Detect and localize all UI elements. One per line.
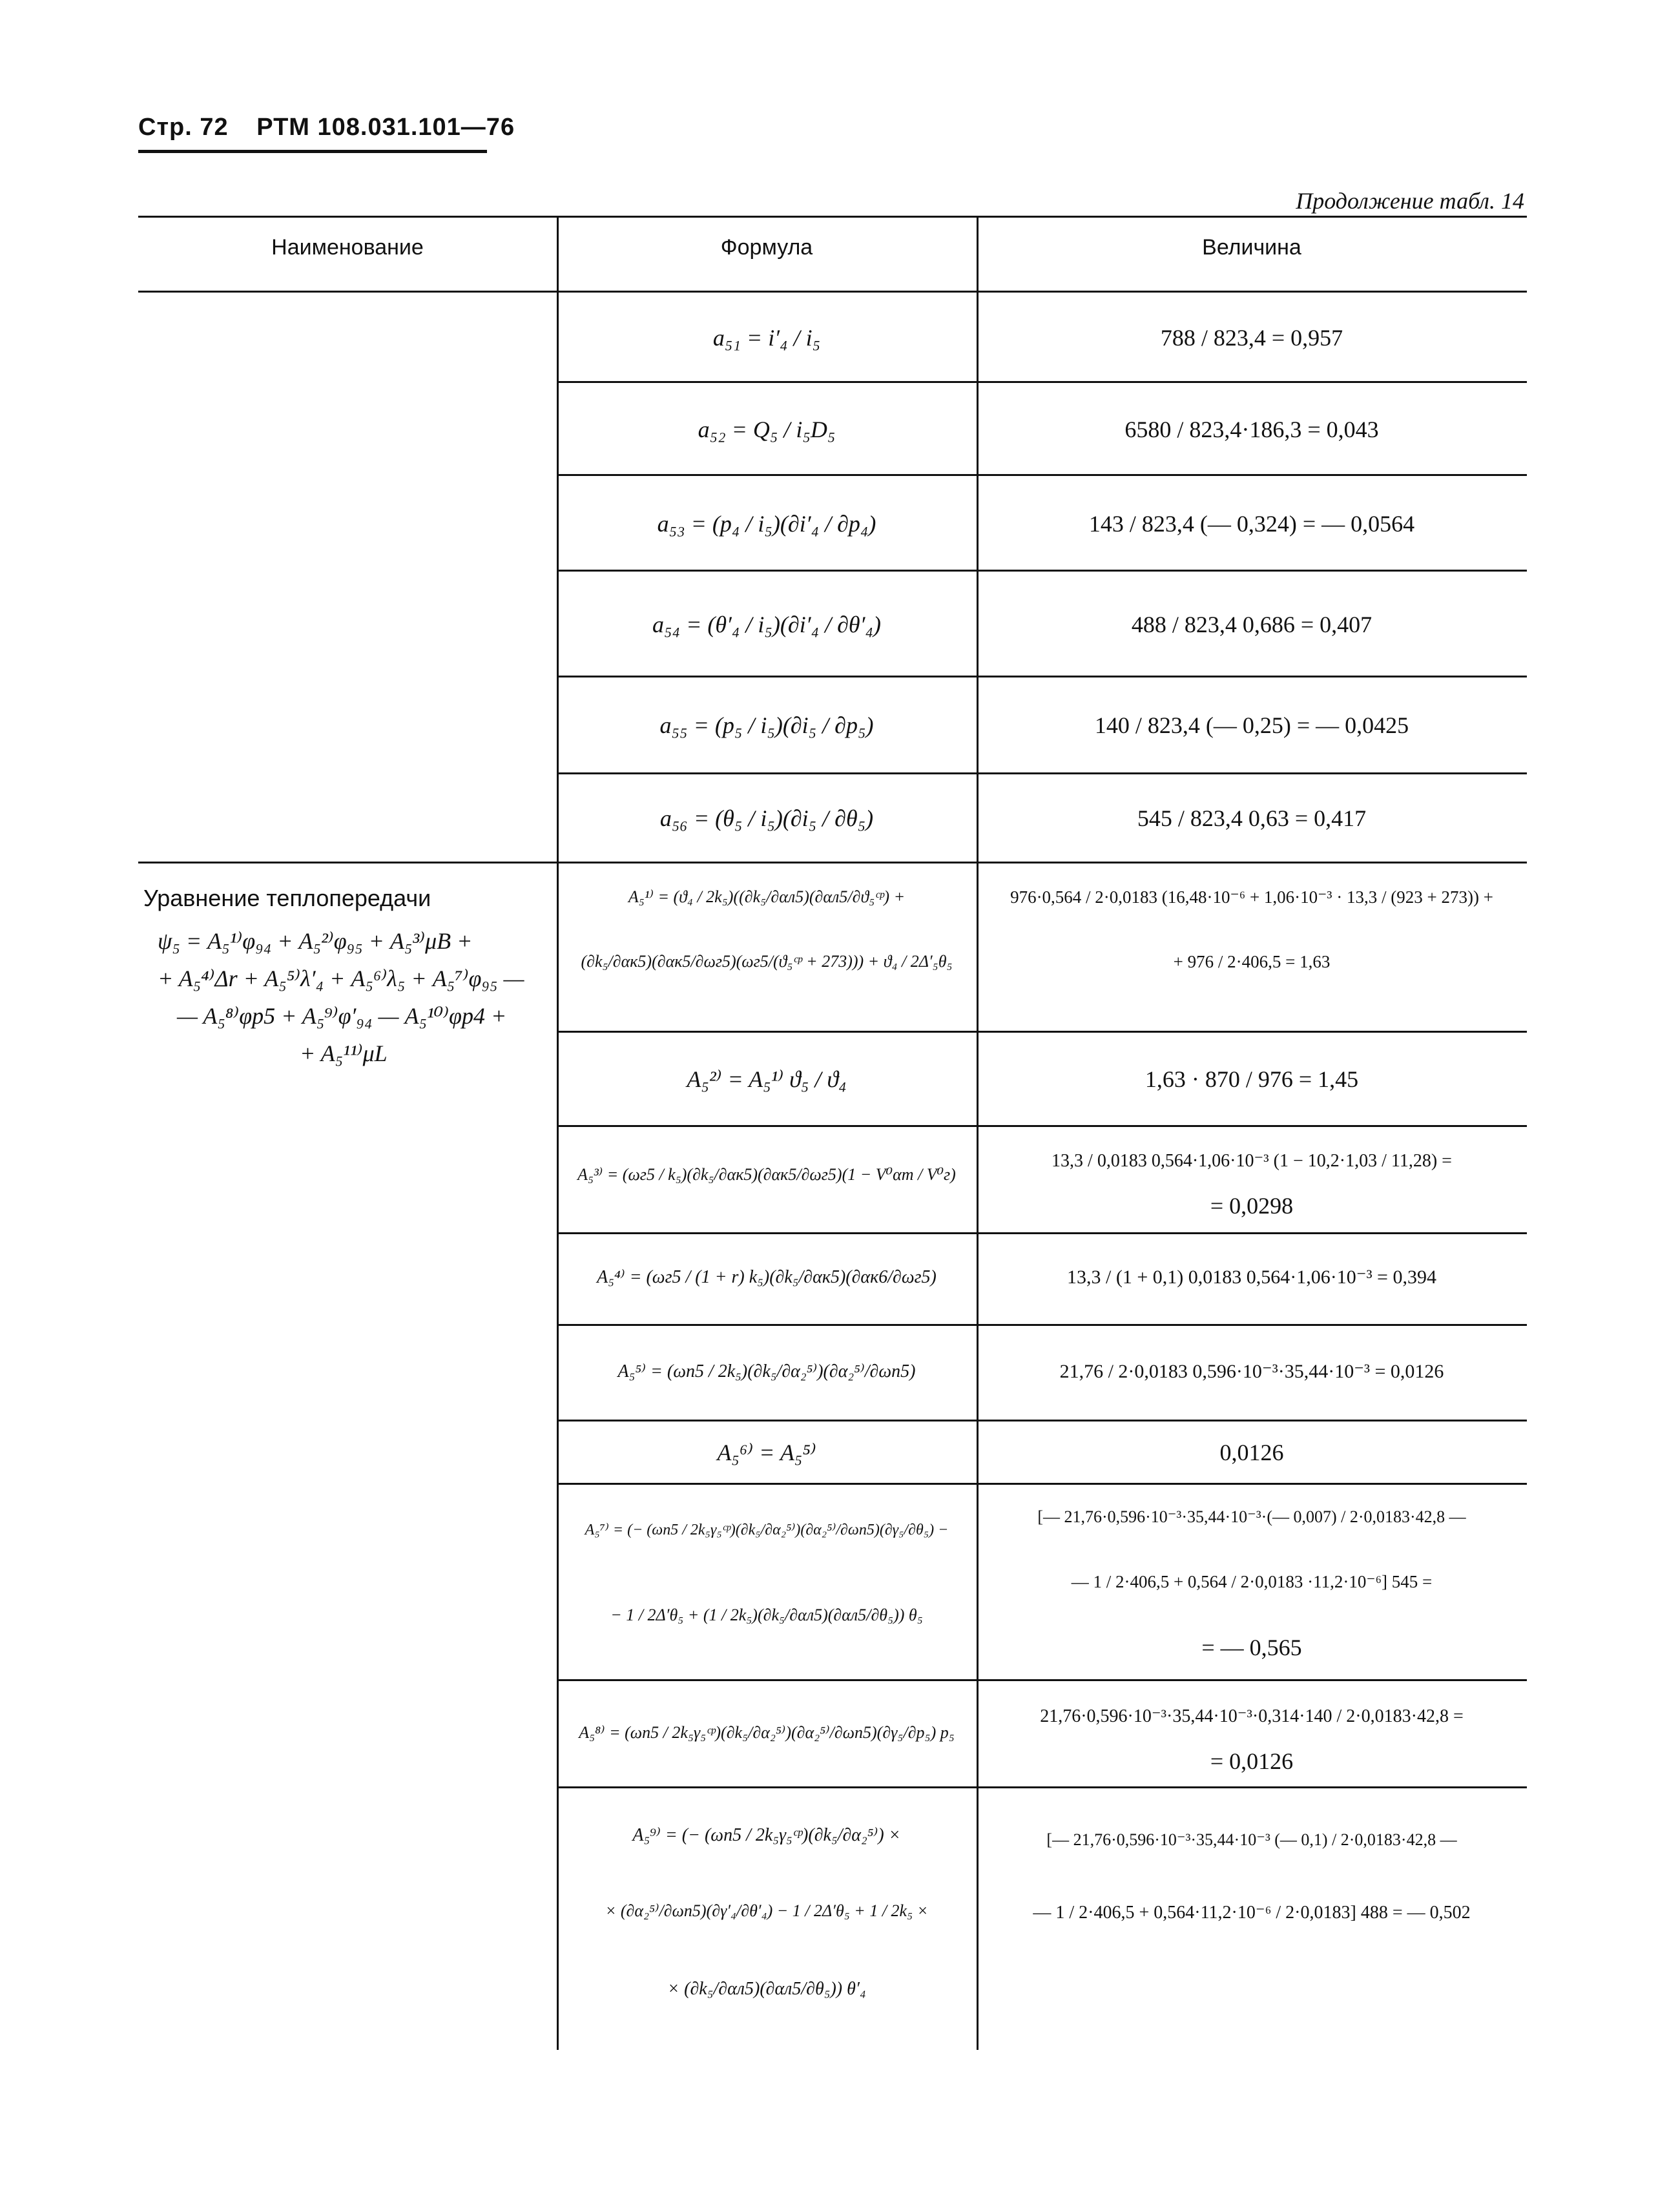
formula-a51: a₅₁ = i′₄ / i₅ [712,325,821,351]
equation-line: + A₅⁴⁾Δr + A₅⁵⁾λ′₄ + A₅⁶⁾λ₅ + A₅⁷⁾φ₉₅ — [158,966,524,991]
document-code: РТМ 108.031.101—76 [256,114,515,141]
formula-A1-line2: (∂k₅/∂αк5)(∂αк5/∂ωг5)(ωг5/(ϑ₅ᶜᵖ + 273))) + ϑ₄ / 2Δ′₅θ₅ [581,952,953,971]
value-a53: 143 / 823,4 (— 0,324) = — 0,0564 [1088,511,1415,537]
column-header-formula: Формула [720,235,813,260]
value-A7-line3: = — 0,565 [1201,1635,1302,1660]
value-A8-line1: 21,76·0,596·10⁻³·35,44·10⁻³·0,314·140 / 2·0,0183·42,8 = [1040,1706,1464,1726]
formula-a52: a₅₂ = Q₅ / i₅D₅ [698,417,836,442]
row-rule [557,772,1527,774]
formula-a53: a₅₃ = (p₄ / i₅)(∂i′₄ / ∂p₄) [657,511,876,537]
formula-a55: a₅₅ = (p₅ / i₅)(∂i₅ / ∂p₅) [659,712,874,738]
value-A9-line1: [— 21,76·0,596·10⁻³·35,44·10⁻³ (— 0,1) / 2·0,0183·42,8 — [1046,1830,1457,1849]
row-rule [557,1031,1527,1033]
table-14 [138,216,1527,2050]
formula-A8: A₅⁸⁾ = (ωп5 / 2k₅γ₅ᶜᵖ)(∂k₅/∂α₂⁵⁾)(∂α₂⁵⁾/∂ωп5)(∂γ₅/∂p₅) p₅ [579,1723,955,1742]
formula-A3: A₅³⁾ = (ωг5 / k₅)(∂k₅/∂αк5)(∂αк5/∂ωг5)(1 − V⁰αт / V⁰г) [577,1165,956,1184]
value-A5: 21,76 / 2·0,0183 0,596·10⁻³·35,44·10⁻³ = 0,0126 [1059,1361,1444,1382]
formula-A9-line1: A₅⁹⁾ = (− (ωп5 / 2k₅γ₅ᶜᵖ)(∂k₅/∂α₂⁵⁾) × [632,1825,901,1845]
table-header-rule [138,291,1527,293]
row-rule [557,474,1527,476]
equation-line: + A₅¹¹⁾μL [300,1040,388,1066]
row-rule [557,676,1527,677]
row-rule [557,570,1527,572]
column-header-name: Наименование [271,235,424,260]
row-rule [557,1420,1527,1421]
value-A6: 0,0126 [1219,1440,1284,1465]
formula-A5: A₅⁵⁾ = (ωп5 / 2k₅)(∂k₅/∂α₂⁵⁾)(∂α₂⁵⁾/∂ωп5) [617,1361,916,1381]
equation-title: Уравнение теплопередачи [143,885,431,911]
formula-a54: a₅₄ = (θ′₄ / i₅)(∂i′₄ / ∂θ′₄) [652,612,881,637]
value-a52: 6580 / 823,4·186,3 = 0,043 [1124,417,1379,442]
value-A3-line1: 13,3 / 0,0183 0,564·1,06·10⁻³ (1 − 10,2·1,03 / 11,28) = [1051,1151,1452,1171]
formula-A9-line2: × (∂α₂⁵⁾/∂ωп5)(∂γ′₄/∂θ′₄) − 1 / 2Δ′θ₅ + 1 / 2k₅ × [605,1901,929,1920]
formula-A1-line1: A₅¹⁾ = (ϑ₄ / 2k₅)((∂k₅/∂αл5)(∂αл5/∂ϑ₅ᶜᵖ) + [628,887,906,906]
value-A4: 13,3 / (1 + 0,1) 0,0183 0,564·1,06·10⁻³ = 0,394 [1067,1266,1436,1288]
equation-line: ψ₅ = A₅¹⁾φ₉₄ + A₅²⁾φ₉₅ + A₅³⁾μB + [158,928,473,954]
row-rule [557,1125,1527,1127]
row-rule [557,1232,1527,1234]
value-a54: 488 / 823,4 0,686 = 0,407 [1131,612,1372,637]
row-rule [557,1324,1527,1326]
value-a56: 545 / 823,4 0,63 = 0,417 [1137,805,1367,831]
row-rule [557,1786,1527,1788]
row-rule [557,381,1527,383]
formula-A7-line1: A₅⁷⁾ = (− (ωп5 / 2k₅γ₅ᶜᵖ)(∂k₅/∂α₂⁵⁾)(∂α₂⁵⁾/∂ωп5)(∂γ₅/∂θ₅) − [585,1522,949,1538]
value-a55: 140 / 823,4 (— 0,25) = — 0,0425 [1094,712,1409,738]
formula-A6: A₅⁶⁾ = A₅⁵⁾ [717,1440,816,1465]
value-A1-line2: + 976 / 2·406,5 = 1,63 [1173,952,1331,971]
table-top-rule [138,216,1527,218]
value-A1-line1: 976·0,564 / 2·0,0183 (16,48·10⁻⁶ + 1,06·10⁻³ · 13,3 / (923 + 273)) + [1010,887,1493,907]
value-A2: 1,63 · 870 / 976 = 1,45 [1145,1066,1359,1092]
equation-line: — A₅⁸⁾φp5 + A₅⁹⁾φ′₉₄ — A₅¹⁰⁾φp4 + [177,1003,507,1029]
column-divider [977,216,979,2050]
page-header [138,114,535,141]
table-continuation: Продолжение табл. 14 [1296,188,1524,214]
formula-A7-line2: − 1 / 2Δ′θ₅ + (1 / 2k₅)(∂k₅/∂αл5)(∂αл5/∂θ₅)) θ₅ [610,1606,923,1624]
page-number: Стр. 72 [138,114,229,141]
value-A7-line1: [— 21,76·0,596·10⁻³·35,44·10⁻³·(— 0,007) / 2·0,0183·42,8 — [1037,1507,1466,1526]
formula-a56: a₅₆ = (θ₅ / i₅)(∂i₅ / ∂θ₅) [659,805,874,831]
value-a51: 788 / 823,4 = 0,957 [1160,325,1343,351]
column-divider [557,216,559,2050]
formula-A2: A₅²⁾ = A₅¹⁾ ϑ₅ / ϑ₄ [687,1066,847,1092]
value-A7-line2: — 1 / 2·406,5 + 0,564 / 2·0,0183 ·11,2·10⁻⁶] 545 = [1071,1572,1433,1591]
column-header-value: Величина [1202,235,1301,260]
value-A8-line2: = 0,0126 [1210,1748,1294,1774]
value-A3-line2: = 0,0298 [1210,1193,1294,1219]
row-rule [557,1483,1527,1485]
row-rule [557,1679,1527,1681]
formula-A9-line3: × (∂k₅/∂αл5)(∂αл5/∂θ₅)) θ′₄ [667,1979,866,1999]
formula-A4: A₅⁴⁾ = (ωг5 / (1 + r) k₅)(∂k₅/∂αк5)(∂αк6/∂ωг5) [597,1267,937,1287]
value-A9-line2: — 1 / 2·406,5 + 0,564·11,2·10⁻⁶ / 2·0,0183] 488 = — 0,502 [1033,1903,1471,1923]
section-rule [138,862,1527,863]
header-rule [138,150,487,153]
